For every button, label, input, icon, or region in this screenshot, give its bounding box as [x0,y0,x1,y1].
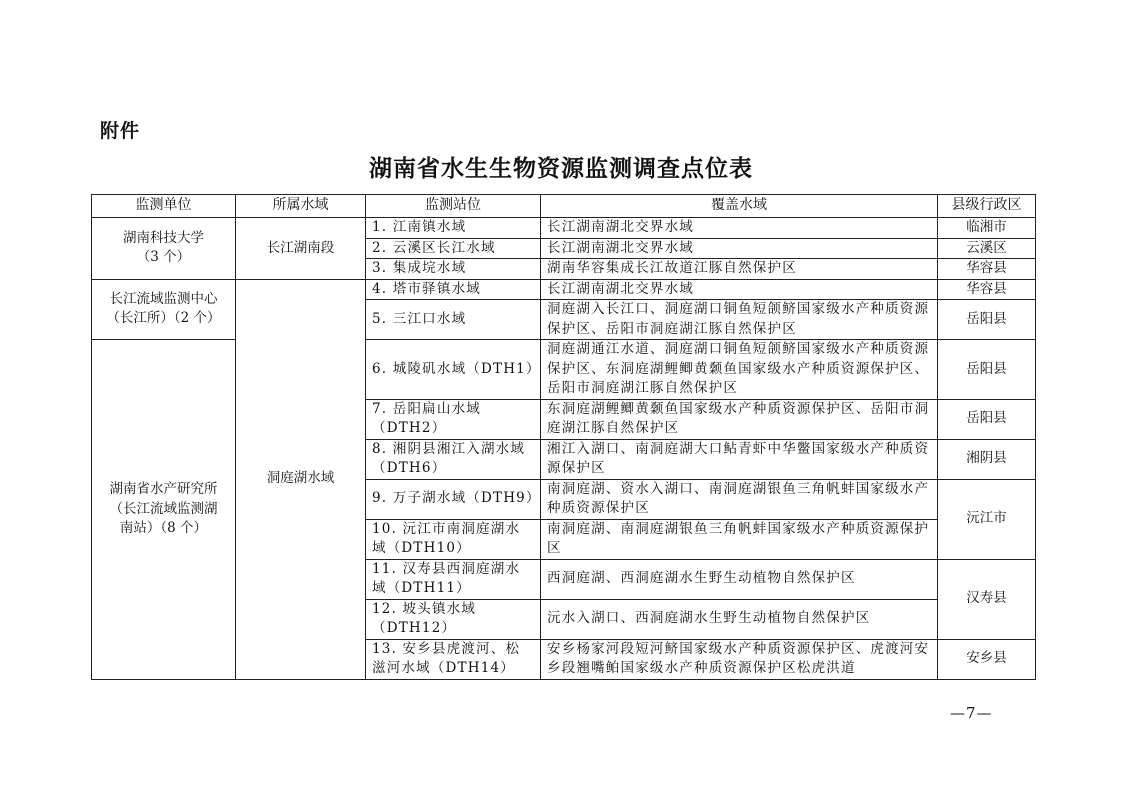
county-cell: 云溪区 [938,238,1036,259]
unit-cell [92,279,236,340]
coverage-cell: 南洞庭湖、资水入湖口、南洞庭湖银鱼三角帆蚌国家级水产种质资源保护区 [541,479,938,519]
station-cell: 5. 三江口水域 [366,300,541,340]
unit-count: 南站）（8 个） [119,520,208,536]
header-coverage: 覆盖水域 [541,195,938,218]
unit-name: 湖南科技大学 [123,229,204,246]
station-cell: 9. 万子湖水域（DTH9） [366,479,541,519]
page-title: 湖南省水生生物资源监测调查点位表 [369,156,753,182]
station-cell: 2. 云溪区长江水域 [366,238,541,259]
station-cell: 8. 湘阴县湘江入湖水域（DTH6） [366,439,541,479]
water-area-cell: 洞庭湖水域 [236,279,366,679]
page-number: —7— [950,704,993,722]
unit-cell [92,340,236,680]
table-row [92,218,1036,239]
coverage-cell: 长江湖南湖北交界水域 [541,218,938,239]
table-row [92,340,1036,400]
unit-count: （3 个） [136,249,191,266]
header-county: 县级行政区 [938,195,1036,218]
coverage-cell: 南洞庭湖、南洞庭湖银鱼三角帆蚌国家级水产种质资源保护区 [541,519,938,559]
county-cell: 岳阳县 [938,300,1036,340]
header-monitoring-unit: 监测单位 [92,195,236,218]
coverage-cell: 西洞庭湖、西洞庭湖水生野生动植物自然保护区 [541,559,938,599]
station-cell: 11. 汉寿县西洞庭湖水域（DTH11） [366,559,541,599]
table-row [92,279,1036,300]
county-cell: 临湘市 [938,218,1036,239]
header-station: 监测站位 [366,195,541,218]
table-header-row [92,195,1036,218]
county-cell: 岳阳县 [938,399,1036,439]
county-cell: 华容县 [938,279,1036,300]
attachment-label: 附件 [100,120,141,142]
coverage-cell: 东洞庭湖鲤鲫黄颡鱼国家级水产种质资源保护区、岳阳市洞庭湖江豚自然保护区 [541,399,938,439]
station-cell: 3. 集成垸水域 [366,259,541,280]
station-cell: 4. 塔市驿镇水域 [366,279,541,300]
station-cell: 12. 坡头镇水域（DTH12） [366,599,541,639]
station-cell: 6. 城陵矶水域（DTH1） [366,340,541,400]
coverage-cell: 安乡杨家河段短河鲚国家级水产种质资源保护区、虎渡河安乡段翘嘴鲌国家级水产种质资源保护区松虎洪道 [541,639,938,679]
station-cell: 1. 江南镇水域 [366,218,541,239]
coverage-cell: 湘江入湖口、南洞庭湖大口鲇青虾中华鳖国家级水产种质资源保护区 [541,439,938,479]
county-cell: 沅江市 [938,479,1036,559]
unit-name: 湖南省水产研究所 [109,481,218,497]
county-cell: 汉寿县 [938,559,1036,639]
monitoring-points-table [91,194,1036,680]
county-cell: 华容县 [938,259,1036,280]
coverage-cell: 长江湖南湖北交界水域 [541,279,938,300]
unit-cell [92,218,236,280]
county-cell: 岳阳县 [938,340,1036,400]
coverage-cell: 沅水入湖口、西洞庭湖水生野生动植物自然保护区 [541,599,938,639]
coverage-cell: 湖南华容集成长江故道江豚自然保护区 [541,259,938,280]
unit-count: （长江所）（2 个） [106,310,221,327]
unit-sub: （长江流域监测湖 [109,500,218,517]
coverage-cell: 洞庭湖入长江口、洞庭湖口铜鱼短颌鲚国家级水产种质资源保护区、岳阳市洞庭湖江豚自然保护区 [541,300,938,340]
water-area-cell: 长江湖南段 [236,218,366,280]
station-cell: 13. 安乡县虎渡河、松滋河水域（DTH14） [366,639,541,679]
station-cell: 7. 岳阳扁山水域（DTH2） [366,399,541,439]
station-cell: 10. 沅江市南洞庭湖水域（DTH10） [366,519,541,559]
coverage-cell: 洞庭湖通江水道、洞庭湖口铜鱼短颌鲚国家级水产种质资源保护区、东洞庭湖鲤鲫黄颡鱼国家级水产种质资源保护区、岳阳市洞庭湖江豚自然保护区 [541,340,938,400]
county-cell: 湘阴县 [938,439,1036,479]
unit-name: 长江流域监测中心 [109,290,218,307]
coverage-cell: 长江湖南湖北交界水域 [541,238,938,259]
header-water-area: 所属水域 [236,195,366,218]
county-cell: 安乡县 [938,639,1036,679]
